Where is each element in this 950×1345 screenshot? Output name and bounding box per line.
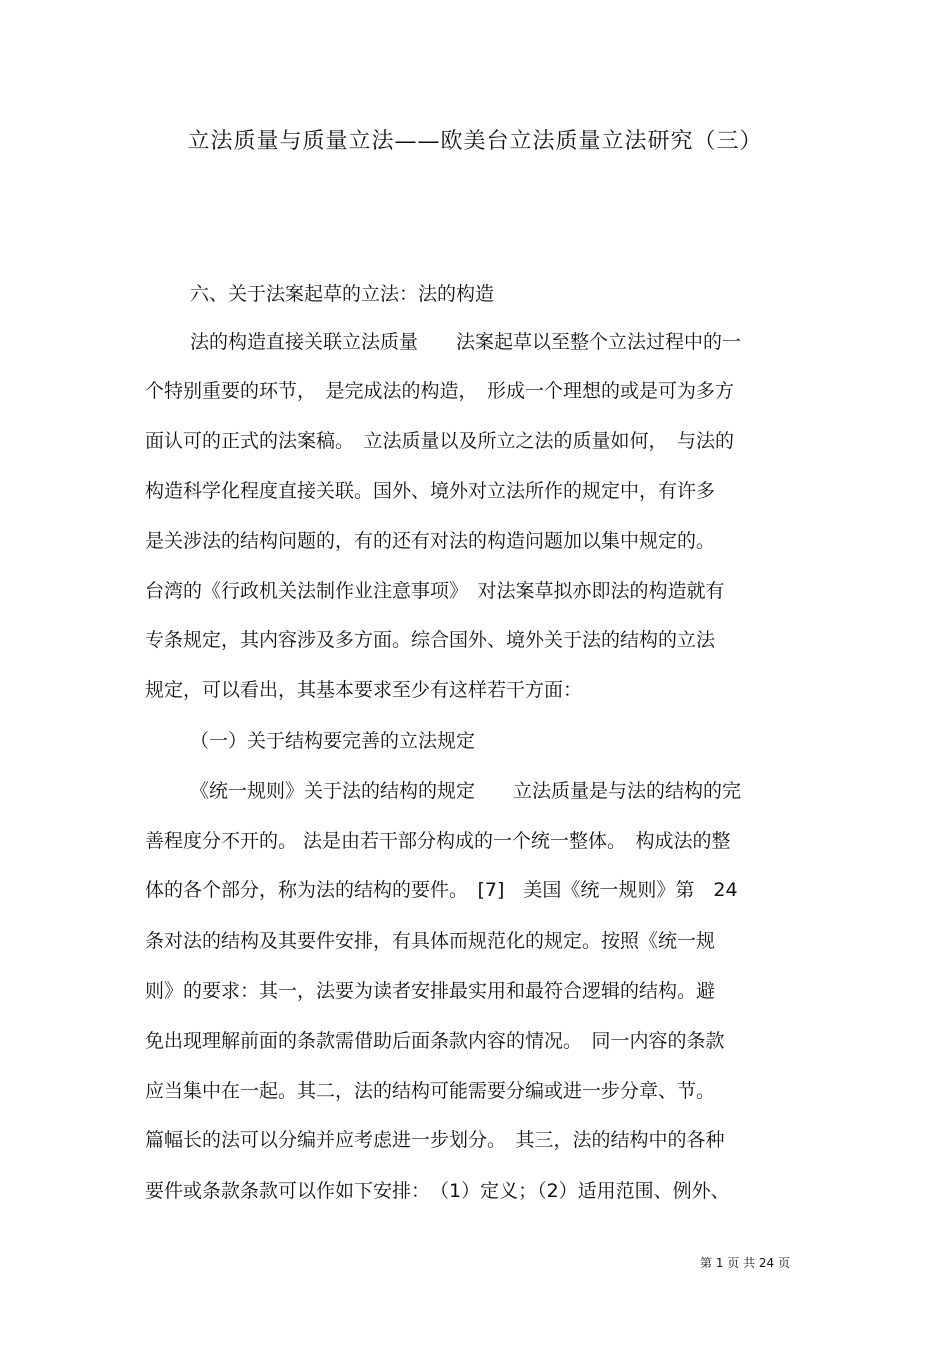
paragraph-line: 体的各个部分，称为法的结构的要件。 [7] 美国《统一规则》第 24 bbox=[145, 879, 738, 901]
section-heading: 六、关于法案起草的立法：法的构造 bbox=[190, 283, 495, 305]
paragraph-line: 个特别重要的环节， 是完成法的构造， 形成一个理想的或是可为多方 bbox=[145, 380, 735, 402]
paragraph-line: 法的构造直接关联立法质量 法案起草以至整个立法过程中的一 bbox=[190, 331, 742, 353]
paragraph-line: 是关涉法的结构问题的，有的还有对法的构造问题加以集中规定的。 bbox=[145, 530, 716, 552]
paragraph-line: 条对法的结构及其要件安排，有具体而规范化的规定。按照《统一规 bbox=[145, 930, 716, 952]
subsection-heading: （一）关于结构要完善的立法规定 bbox=[190, 730, 476, 752]
paragraph-line: 应当集中在一起。其二，法的结构可能需要分编或进一步分章、节。 bbox=[145, 1080, 716, 1102]
paragraph-line: 免出现理解前面的条款需借助后面条款内容的情况。 同一内容的条款 bbox=[145, 1030, 725, 1052]
paragraph-line: 专条规定，其内容涉及多方面。综合国外、境外关于法的结构的立法 bbox=[145, 629, 716, 651]
document-title: 立法质量与质量立法——欧美台立法质量立法研究（三） bbox=[187, 129, 763, 154]
paragraph-line: 要件或条款条款可以作如下安排： （1）定义；（2）适用范围、例外、 bbox=[145, 1180, 730, 1202]
page-number: 第 1 页 共 24 页 bbox=[700, 1256, 790, 1270]
paragraph-line: 则》的要求：其一，法要为读者安排最实用和最符合逻辑的结构。避 bbox=[145, 980, 716, 1002]
paragraph-line: 面认可的正式的法案稿。 立法质量以及所立之法的质量如何， 与法的 bbox=[145, 430, 735, 452]
paragraph-line: 篇幅长的法可以分编并应考虑进一步划分。 其三，法的结构中的各种 bbox=[145, 1129, 725, 1151]
paragraph-line: 善程度分不开的。 法是由若干部分构成的一个统一整体。 构成法的整 bbox=[145, 830, 731, 852]
paragraph-line: 规定，可以看出，其基本要求至少有这样若干方面： bbox=[145, 679, 583, 701]
paragraph-line: 构造科学化程度直接关联。国外、境外对立法所作的规定中，有许多 bbox=[145, 480, 716, 502]
paragraph-line: 《统一规则》关于法的结构的规定 立法质量是与法的结构的完 bbox=[190, 780, 742, 802]
paragraph-line: 台湾的《行政机关法制作业注意事项》 对法案草拟亦即法的构造就有 bbox=[145, 580, 725, 602]
